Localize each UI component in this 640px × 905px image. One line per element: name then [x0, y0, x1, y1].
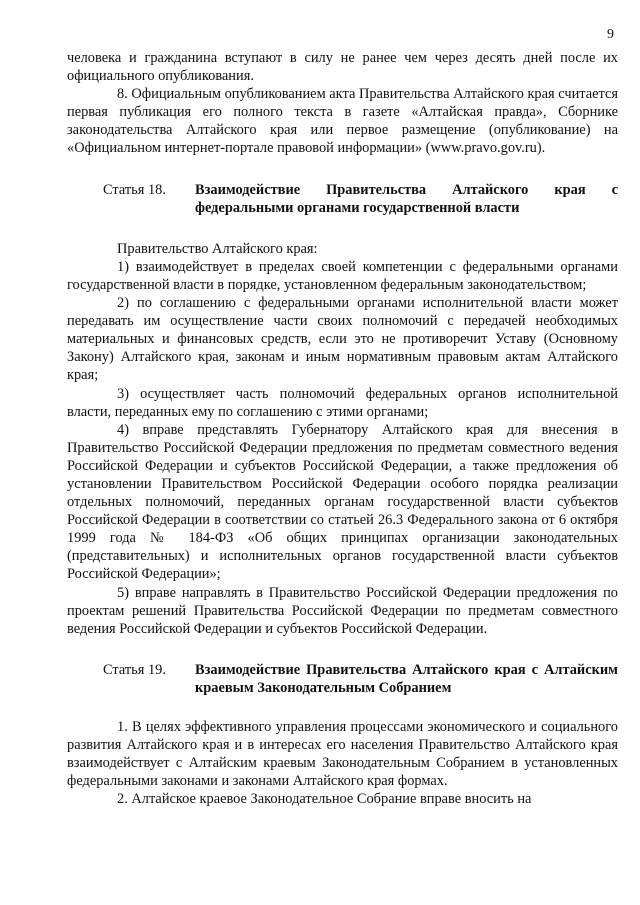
article-19-number: Статья 19.	[103, 661, 166, 678]
article-18-item-2: 2) по соглашению с федеральными органами исполнительной власти может передавать им осуществление части своих полномочий с передачей необходимых материальных и финансовых средств, если это не противоречит Уставу (Основному Закону) Алтайского края, законам и иным нормативным правовым актам Алтайского края;	[67, 295, 618, 384]
page-number: 9	[607, 27, 614, 42]
article-18-item-3: 3) осуществляет часть полномочий федеральных органов исполнительной власти, переданных ему по соглашению с этими органами;	[67, 385, 618, 420]
paragraph-8: 8. Официальным опубликованием акта Правительства Алтайского края считается первая публикация его полного текста в газете «Алтайская правда», Сборнике законодательства Алтайского края или первое размещение (опубликование) на «Официальном интернет-портале правовой информации» (www.pravo.gov.ru).	[67, 86, 618, 157]
article-19-heading	[67, 661, 618, 697]
article-18-number: Статья 18.	[103, 181, 166, 198]
article-18-item-4: 4) вправе представлять Губернатору Алтайского края для внесения в Правительство Российской Федерации предложения по предметам совместного ведения Российской Федерации и субъектов Российской Федерации, а также предложения об установлении Правительством Российской Федерации особого порядка реализации отдельных полномочий, переданных органам государственной власти субъектов Российской Федерации в соответствии со статьей 26.3 Федерального закона от 6 октября 1999 года № 184-ФЗ «Об общих принципах организации законодательных (представительных) и исполнительных органов государственной власти субъектов Российской Федерации»;	[67, 421, 618, 583]
document-body	[67, 49, 618, 808]
article-18-heading	[67, 181, 618, 217]
article-19-item-1: 1. В целях эффективного управления процессами экономического и социального развития Алтайского края и в интересах его населения Правительство Алтайского края взаимодействует с Алтайским краевым Законодательным Собранием в установленных федеральными законами и законами Алтайского края формах.	[67, 719, 618, 790]
article-18-title: Взаимодействие Правительства Алтайского края с федеральными органами государственной власти	[195, 181, 618, 216]
paragraph-intro-end: человека и гражданина вступают в силу не ранее чем через десять дней после их официального опубликования.	[67, 50, 618, 85]
article-18-item-1: 1) взаимодействует в пределах своей компетенции с федеральными органами государственной власти в порядке, установленном федеральным законодательством;	[67, 258, 618, 293]
article-18-lead: Правительство Алтайского края:	[117, 240, 318, 257]
article-19-title: Взаимодействие Правительства Алтайского края с Алтайским краевым Законодательным Собранием	[195, 661, 618, 696]
article-19-item-2: 2. Алтайское краевое Законодательное Собрание вправе вносить на	[117, 791, 532, 808]
article-18-item-5: 5) вправе направлять в Правительство Российской Федерации предложения по проектам решений Правительства Российской Федерации по предметам совместного ведения Российской Федерации и субъектов Российской Федерации.	[67, 584, 618, 637]
